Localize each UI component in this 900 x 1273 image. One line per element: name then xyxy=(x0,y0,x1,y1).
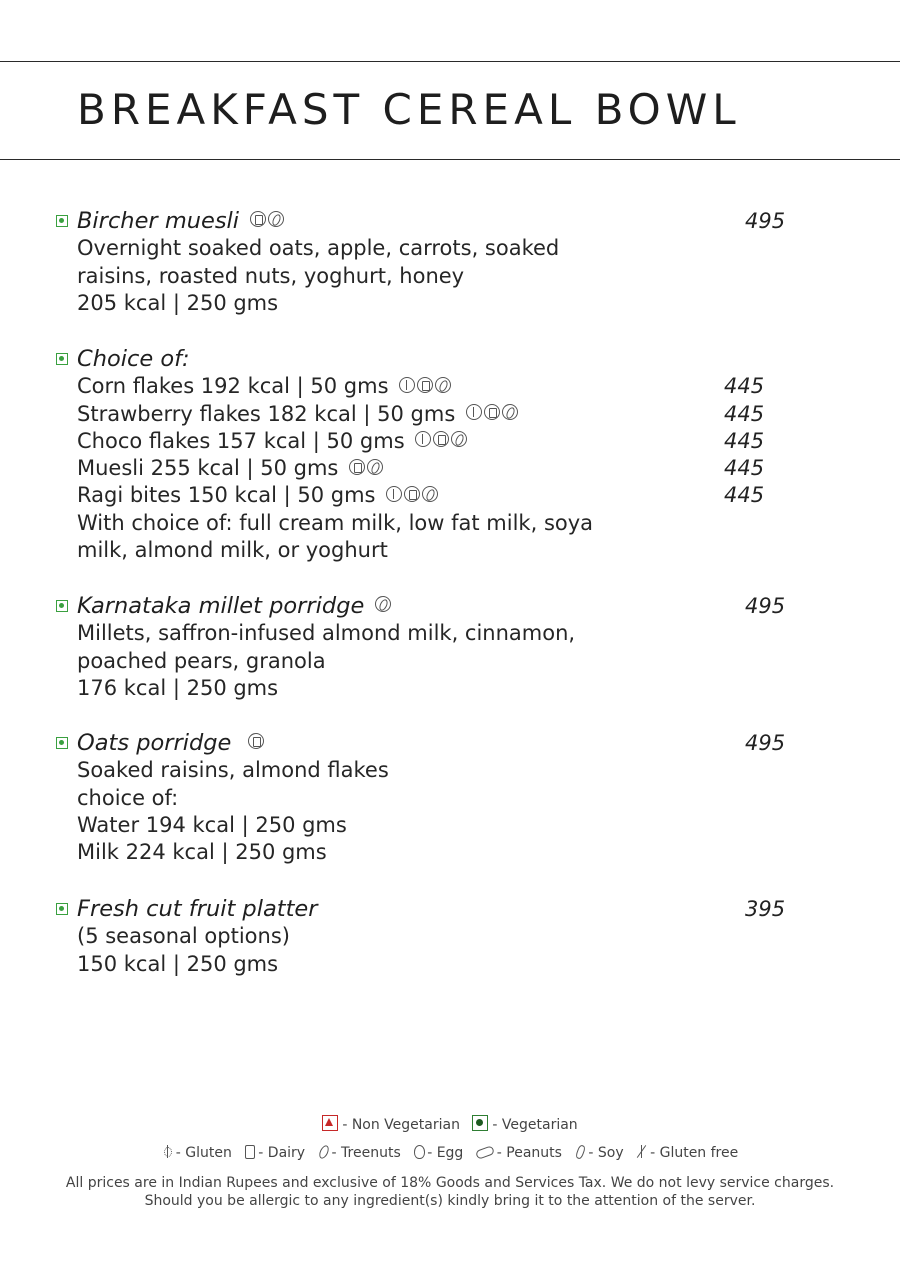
treenut-icon xyxy=(422,486,438,502)
gluten-icon xyxy=(466,404,482,420)
gluten-icon xyxy=(162,1145,173,1158)
option-label: Strawberry flakes 182 kcal | 50 gms xyxy=(77,401,456,426)
item-description: 150 kcal | 250 gms xyxy=(77,951,279,976)
veg-icon xyxy=(56,903,68,915)
gluten-icon xyxy=(386,486,402,502)
cereal-option xyxy=(56,455,816,482)
gluten-icon xyxy=(415,431,431,447)
cereal-option xyxy=(56,401,816,428)
legend-label: - Non Vegetarian xyxy=(342,1117,460,1133)
allergy-note: Should you be allergic to any ingredient(s) kindly bring it to the attention of the server. xyxy=(144,1193,756,1209)
item-header xyxy=(56,208,816,235)
option-price: 445 xyxy=(724,483,765,508)
option-price: 445 xyxy=(724,401,765,426)
item-price: 395 xyxy=(745,897,786,921)
option-price: 445 xyxy=(724,428,765,453)
non-veg-symbol-icon xyxy=(322,1115,338,1131)
diet-legend xyxy=(0,1117,900,1133)
allergen-icons xyxy=(466,401,520,428)
title-rule xyxy=(0,159,900,160)
legend-egg xyxy=(413,1145,463,1161)
item-description: Milk 224 kcal | 250 gms xyxy=(77,840,327,865)
item-description: choice of: xyxy=(77,785,179,810)
allergen-icons xyxy=(375,593,393,620)
item-description: (5 seasonal options) xyxy=(77,924,290,949)
legend-label: - Gluten xyxy=(175,1145,232,1161)
legend-label: - Gluten free xyxy=(650,1145,739,1161)
legend-veg xyxy=(472,1117,577,1133)
item-name: Karnataka millet porridge xyxy=(77,593,365,619)
item-header xyxy=(56,593,816,620)
soy-icon xyxy=(574,1145,585,1158)
legend-soy xyxy=(574,1145,623,1161)
option-label: Muesli 255 kcal | 50 gms xyxy=(77,456,339,481)
legend-label: - Soy xyxy=(588,1145,624,1161)
dairy-icon xyxy=(250,211,266,227)
legend-non-veg xyxy=(322,1117,460,1133)
treenut-icon xyxy=(268,211,284,227)
legend-dairy xyxy=(244,1145,305,1161)
treenut-icon xyxy=(367,459,383,475)
cereal-option xyxy=(56,373,816,400)
legend-label: - Peanuts xyxy=(496,1145,562,1161)
veg-symbol-icon xyxy=(472,1115,488,1131)
dairy-icon xyxy=(484,404,500,420)
item-name: Bircher muesli xyxy=(77,208,240,234)
item-name: Fresh cut fruit platter xyxy=(77,896,318,922)
item-header xyxy=(56,730,816,757)
treenut-icon xyxy=(375,596,391,612)
cereal-option xyxy=(56,428,816,455)
gluten-icon xyxy=(399,377,415,393)
option-label: Corn flakes 192 kcal | 50 gms xyxy=(77,374,389,399)
egg-icon xyxy=(413,1145,424,1158)
top-rule xyxy=(0,61,900,62)
treenut-icon xyxy=(502,404,518,420)
item-price: 495 xyxy=(745,209,786,233)
veg-icon xyxy=(56,600,68,612)
item-name: Choice of: xyxy=(77,346,190,372)
item-header xyxy=(56,896,816,923)
option-price: 445 xyxy=(724,456,765,481)
dairy-icon xyxy=(349,459,365,475)
item-description: raisins, roasted nuts, yoghurt, honey xyxy=(77,263,465,288)
footer-note xyxy=(0,1174,900,1210)
allergen-icons xyxy=(248,730,266,757)
menu-item-millet-porridge xyxy=(56,593,816,702)
allergen-icons xyxy=(349,456,385,483)
item-description: 205 kcal | 250 gms xyxy=(77,290,279,315)
page-title: BREAKFAST CEREAL BOWL xyxy=(77,85,741,134)
menu-item-oats-porridge xyxy=(56,730,816,866)
tax-note: All prices are in Indian Rupees and exclusive of 18% Goods and Services Tax. We do not levy service charges. xyxy=(65,1175,835,1191)
dairy-icon xyxy=(404,486,420,502)
veg-icon xyxy=(56,737,68,749)
legend-gluten-free xyxy=(636,1145,738,1161)
legend-label: - Treenuts xyxy=(331,1145,401,1161)
dairy-icon xyxy=(244,1145,255,1158)
treenut-icon xyxy=(318,1145,329,1158)
item-description: Millets, saffron-infused almond milk, cinnamon, xyxy=(77,621,576,646)
dairy-icon xyxy=(433,431,449,447)
allergen-icons xyxy=(415,428,469,455)
allergen-icons xyxy=(386,483,440,510)
item-header xyxy=(56,346,816,373)
option-label: Ragi bites 150 kcal | 50 gms xyxy=(77,483,376,508)
item-price: 495 xyxy=(745,731,786,755)
treenut-icon xyxy=(451,431,467,447)
menu-item-fruit-platter xyxy=(56,896,816,978)
legend-label: - Dairy xyxy=(258,1145,306,1161)
legend-label: - Egg xyxy=(427,1145,464,1161)
item-price: 495 xyxy=(745,594,786,618)
legend-label: - Vegetarian xyxy=(492,1117,578,1133)
menu-item-cereal-choice xyxy=(56,346,816,564)
veg-icon xyxy=(56,353,68,365)
allergen-legend xyxy=(0,1145,900,1161)
legend-peanuts xyxy=(476,1145,562,1161)
item-description: Overnight soaked oats, apple, carrots, soaked xyxy=(77,236,560,261)
dairy-icon xyxy=(417,377,433,393)
option-label: Choco flakes 157 kcal | 50 gms xyxy=(77,428,405,453)
option-price: 445 xyxy=(724,374,765,399)
item-description: With choice of: full cream milk, low fat milk, soya xyxy=(77,510,594,535)
legend-gluten xyxy=(162,1145,232,1161)
dairy-icon xyxy=(248,733,264,749)
item-description: 176 kcal | 250 gms xyxy=(77,675,279,700)
item-description: Soaked raisins, almond flakes xyxy=(77,758,389,783)
peanut-icon xyxy=(476,1145,494,1158)
legend-treenuts xyxy=(318,1145,401,1161)
item-description: poached pears, granola xyxy=(77,648,326,673)
allergen-icons xyxy=(250,208,286,235)
allergen-icons xyxy=(399,374,453,401)
cereal-option xyxy=(56,482,816,509)
treenut-icon xyxy=(435,377,451,393)
gluten-free-icon xyxy=(636,1145,647,1158)
item-description: Water 194 kcal | 250 gms xyxy=(77,812,347,837)
item-name: Oats porridge xyxy=(77,730,232,756)
item-description: milk, almond milk, or yoghurt xyxy=(77,538,388,563)
menu-item-bircher-muesli xyxy=(56,208,816,317)
veg-icon xyxy=(56,215,68,227)
